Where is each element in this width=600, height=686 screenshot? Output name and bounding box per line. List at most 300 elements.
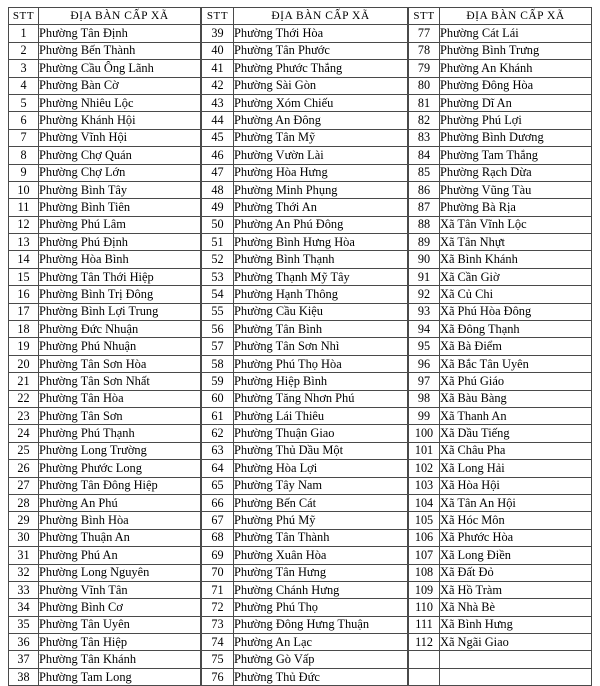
row-name-cell: Phường Chánh Hưng [234, 581, 408, 598]
row-index-cell: 51 [202, 234, 234, 251]
table-row [202, 494, 408, 511]
row-name-cell: Phường Tân Hưng [234, 564, 408, 581]
row-name-cell: Xã Hóc Môn [440, 512, 592, 529]
table-row [9, 199, 201, 216]
row-index-cell: 50 [202, 216, 234, 233]
table-row [202, 529, 408, 546]
row-name-cell: Phường An Phú Đông [234, 216, 408, 233]
row-name-cell: Phường Minh Phụng [234, 181, 408, 198]
table-row [409, 651, 592, 668]
row-name-cell: Phường Thạnh Mỹ Tây [234, 268, 408, 285]
row-index-cell: 28 [9, 494, 39, 511]
row-index-cell: 4 [9, 77, 39, 94]
table-row [409, 25, 592, 42]
row-index-cell: 22 [9, 390, 39, 407]
header-row [409, 8, 592, 25]
row-name-cell: Phường Phước Long [39, 460, 201, 477]
row-index-cell: 58 [202, 355, 234, 372]
row-index-cell: 80 [409, 77, 440, 94]
row-name-cell: Phường Tam Long [39, 668, 201, 685]
table-row [202, 42, 408, 59]
header-row [202, 8, 408, 25]
row-index-cell: 30 [9, 529, 39, 546]
row-index-cell: 43 [202, 94, 234, 111]
row-index-cell: 66 [202, 494, 234, 511]
table-row [202, 634, 408, 651]
table-row [409, 442, 592, 459]
row-name-cell: Phường Xuân Hòa [234, 547, 408, 564]
row-name-cell: Phường Sài Gòn [234, 77, 408, 94]
row-index-cell: 55 [202, 303, 234, 320]
row-name-cell: Phường Thủ Đức [234, 668, 408, 685]
row-name-cell: Phường Bình Lợi Trung [39, 303, 201, 320]
row-name-cell: Phường Phú Thạnh [39, 425, 201, 442]
row-name-cell: Xã Dầu Tiếng [440, 425, 592, 442]
row-name-cell: Phường Chợ Lớn [39, 164, 201, 181]
table-row [409, 112, 592, 129]
row-index-cell: 100 [409, 425, 440, 442]
table-row [202, 268, 408, 285]
row-name-cell: Phường Gò Vấp [234, 651, 408, 668]
row-index-cell: 20 [9, 355, 39, 372]
table-row [9, 321, 201, 338]
row-index-cell: 87 [409, 199, 440, 216]
empty-cell [409, 651, 440, 668]
header-stt-2: STT [202, 8, 234, 25]
row-name-cell: Xã Long Hải [440, 460, 592, 477]
row-index-cell: 76 [202, 668, 234, 685]
table-row [9, 668, 201, 685]
table-row [202, 390, 408, 407]
table-row [409, 581, 592, 598]
row-name-cell: Phường Tân Khánh [39, 651, 201, 668]
row-name-cell: Xã Bắc Tân Uyên [440, 355, 592, 372]
table-row [9, 216, 201, 233]
row-name-cell: Phường Phú Nhuận [39, 338, 201, 355]
row-index-cell: 44 [202, 112, 234, 129]
row-name-cell: Phường Phú An [39, 547, 201, 564]
header-row [9, 8, 201, 25]
row-index-cell: 13 [9, 234, 39, 251]
table-row [9, 651, 201, 668]
row-name-cell: Xã Thanh An [440, 407, 592, 424]
row-index-cell: 27 [9, 477, 39, 494]
xa-table-column-2 [201, 7, 408, 686]
table-row [202, 303, 408, 320]
row-name-cell: Phường Tân Bình [234, 321, 408, 338]
table-row [202, 442, 408, 459]
table-row [202, 547, 408, 564]
table-row [9, 477, 201, 494]
row-index-cell: 85 [409, 164, 440, 181]
row-index-cell: 92 [409, 286, 440, 303]
row-name-cell: Xã Long Điền [440, 547, 592, 564]
table-row [9, 164, 201, 181]
table-row [202, 564, 408, 581]
row-name-cell: Phường Bến Thành [39, 42, 201, 59]
row-index-cell: 63 [202, 442, 234, 459]
table-row [409, 129, 592, 146]
row-index-cell: 109 [409, 581, 440, 598]
table-row [202, 668, 408, 685]
table-row [9, 181, 201, 198]
table-row [409, 477, 592, 494]
row-index-cell: 12 [9, 216, 39, 233]
row-index-cell: 52 [202, 251, 234, 268]
table-row [409, 425, 592, 442]
row-index-cell: 61 [202, 407, 234, 424]
table-row [202, 60, 408, 77]
row-index-cell: 31 [9, 547, 39, 564]
row-name-cell: Phường Phú Thọ Hòa [234, 355, 408, 372]
row-name-cell: Xã Phú Hòa Đông [440, 303, 592, 320]
table-row [202, 251, 408, 268]
table-row [409, 216, 592, 233]
table-row [409, 94, 592, 111]
table-row [9, 564, 201, 581]
table-row [202, 355, 408, 372]
row-name-cell: Xã Bàu Bàng [440, 390, 592, 407]
row-index-cell: 16 [9, 286, 39, 303]
row-index-cell: 7 [9, 129, 39, 146]
row-name-cell: Xã Tân Vĩnh Lộc [440, 216, 592, 233]
row-name-cell: Phường Long Nguyên [39, 564, 201, 581]
row-index-cell: 36 [9, 634, 39, 651]
row-name-cell: Phường Lái Thiêu [234, 407, 408, 424]
table-row [202, 425, 408, 442]
row-name-cell: Phường Vũng Tàu [440, 181, 592, 198]
row-name-cell: Xã Bình Khánh [440, 251, 592, 268]
row-index-cell: 69 [202, 547, 234, 564]
table-row [9, 634, 201, 651]
table-row [9, 442, 201, 459]
row-name-cell: Phường Bình Tiên [39, 199, 201, 216]
row-index-cell: 34 [9, 599, 39, 616]
table-row [202, 216, 408, 233]
table-row [202, 477, 408, 494]
row-name-cell: Xã Hòa Hội [440, 477, 592, 494]
row-index-cell: 86 [409, 181, 440, 198]
row-name-cell: Phường Xóm Chiếu [234, 94, 408, 111]
table-row [409, 199, 592, 216]
row-index-cell: 3 [9, 60, 39, 77]
table-row [409, 616, 592, 633]
row-name-cell: Phường Tân Hiệp [39, 634, 201, 651]
table-row [9, 251, 201, 268]
row-index-cell: 15 [9, 268, 39, 285]
table-row [409, 147, 592, 164]
row-name-cell: Xã Cần Giờ [440, 268, 592, 285]
table-row [9, 599, 201, 616]
row-index-cell: 89 [409, 234, 440, 251]
table-row [409, 234, 592, 251]
row-index-cell: 67 [202, 512, 234, 529]
row-name-cell: Xã Nhà Bè [440, 599, 592, 616]
table-row [409, 634, 592, 651]
row-index-cell: 78 [409, 42, 440, 59]
table-row [409, 42, 592, 59]
row-name-cell: Phường Hiệp Bình [234, 373, 408, 390]
row-index-cell: 103 [409, 477, 440, 494]
table-row [202, 234, 408, 251]
table-row [9, 390, 201, 407]
row-name-cell: Phường Tân Hòa [39, 390, 201, 407]
row-index-cell: 35 [9, 616, 39, 633]
row-index-cell: 57 [202, 338, 234, 355]
row-index-cell: 101 [409, 442, 440, 459]
row-name-cell: Phường Phú Mỹ [234, 512, 408, 529]
row-name-cell: Phường Tân Thành [234, 529, 408, 546]
row-index-cell: 23 [9, 407, 39, 424]
table-row [202, 129, 408, 146]
table-header-1 [9, 8, 201, 25]
row-index-cell: 17 [9, 303, 39, 320]
row-index-cell: 39 [202, 25, 234, 42]
table-row [9, 94, 201, 111]
row-name-cell: Phường Vĩnh Hội [39, 129, 201, 146]
table-row [409, 77, 592, 94]
header-name-1: ĐỊA BÀN CẤP XÃ [39, 8, 201, 25]
row-name-cell: Phường Tân Sơn Nhất [39, 373, 201, 390]
table-body-2 [202, 25, 408, 686]
row-index-cell: 32 [9, 564, 39, 581]
empty-cell [440, 668, 592, 685]
row-name-cell: Xã Tân An Hội [440, 494, 592, 511]
row-index-cell: 72 [202, 599, 234, 616]
row-name-cell: Xã Phú Giáo [440, 373, 592, 390]
table-row [9, 338, 201, 355]
row-name-cell: Xã Ngãi Giao [440, 634, 592, 651]
row-name-cell: Phường Tân Thới Hiệp [39, 268, 201, 285]
table-row [409, 338, 592, 355]
row-index-cell: 10 [9, 181, 39, 198]
row-index-cell: 75 [202, 651, 234, 668]
row-index-cell: 40 [202, 42, 234, 59]
row-name-cell: Phường Vĩnh Tân [39, 581, 201, 598]
row-index-cell: 74 [202, 634, 234, 651]
table-row [409, 529, 592, 546]
header-stt-1: STT [9, 8, 39, 25]
table-row [409, 355, 592, 372]
table-row [9, 268, 201, 285]
row-name-cell: Phường Hạnh Thông [234, 286, 408, 303]
row-index-cell: 33 [9, 581, 39, 598]
row-index-cell: 98 [409, 390, 440, 407]
row-index-cell: 2 [9, 42, 39, 59]
row-index-cell: 42 [202, 77, 234, 94]
row-index-cell: 9 [9, 164, 39, 181]
row-index-cell: 56 [202, 321, 234, 338]
table-row [409, 373, 592, 390]
row-name-cell: Phường Tăng Nhơn Phú [234, 390, 408, 407]
row-name-cell: Phường Nhiêu Lộc [39, 94, 201, 111]
row-name-cell: Phường Tân Sơn Nhì [234, 338, 408, 355]
table-row [409, 407, 592, 424]
row-index-cell: 8 [9, 147, 39, 164]
row-name-cell: Xã Bà Điểm [440, 338, 592, 355]
row-name-cell: Phường Bình Dương [440, 129, 592, 146]
row-name-cell: Phường Thới Hòa [234, 25, 408, 42]
table-row [9, 494, 201, 511]
row-name-cell: Phường Phú Thọ [234, 599, 408, 616]
row-name-cell: Phường Chợ Quán [39, 147, 201, 164]
row-name-cell: Phường Bình Tây [39, 181, 201, 198]
row-name-cell: Phường Bình Thạnh [234, 251, 408, 268]
table-row [9, 129, 201, 146]
table-row [202, 147, 408, 164]
row-index-cell: 102 [409, 460, 440, 477]
table-row [202, 77, 408, 94]
row-index-cell: 108 [409, 564, 440, 581]
row-name-cell: Phường Bình Hòa [39, 512, 201, 529]
row-index-cell: 24 [9, 425, 39, 442]
row-index-cell: 94 [409, 321, 440, 338]
table-row [409, 268, 592, 285]
row-index-cell: 84 [409, 147, 440, 164]
header-stt-3: STT [409, 8, 440, 25]
row-name-cell: Phường Bình Trị Đông [39, 286, 201, 303]
table-row [9, 77, 201, 94]
row-index-cell: 48 [202, 181, 234, 198]
table-row [409, 251, 592, 268]
row-index-cell: 82 [409, 112, 440, 129]
row-name-cell: Phường Bình Trưng [440, 42, 592, 59]
row-name-cell: Phường Long Trường [39, 442, 201, 459]
row-index-cell: 29 [9, 512, 39, 529]
table-row [202, 199, 408, 216]
row-name-cell: Xã Châu Pha [440, 442, 592, 459]
row-index-cell: 45 [202, 129, 234, 146]
row-name-cell: Phường Tân Phước [234, 42, 408, 59]
empty-cell [409, 668, 440, 685]
row-name-cell: Phường Thới An [234, 199, 408, 216]
row-index-cell: 18 [9, 321, 39, 338]
row-index-cell: 105 [409, 512, 440, 529]
row-name-cell: Phường Khánh Hội [39, 112, 201, 129]
row-name-cell: Phường Thủ Dầu Một [234, 442, 408, 459]
table-row [409, 599, 592, 616]
table-row [202, 616, 408, 633]
row-name-cell: Phường Đức Nhuận [39, 321, 201, 338]
row-index-cell: 93 [409, 303, 440, 320]
row-name-cell: Xã Bình Hưng [440, 616, 592, 633]
row-index-cell: 26 [9, 460, 39, 477]
row-index-cell: 107 [409, 547, 440, 564]
row-index-cell: 19 [9, 338, 39, 355]
table-row [409, 494, 592, 511]
xa-table-column-3 [408, 7, 592, 686]
table-row [202, 286, 408, 303]
row-name-cell: Phường Phú Lâm [39, 216, 201, 233]
row-name-cell: Phường Rạch Dừa [440, 164, 592, 181]
row-index-cell: 68 [202, 529, 234, 546]
row-index-cell: 71 [202, 581, 234, 598]
row-index-cell: 83 [409, 129, 440, 146]
row-index-cell: 88 [409, 216, 440, 233]
row-index-cell: 90 [409, 251, 440, 268]
row-name-cell: Phường Tân Sơn [39, 407, 201, 424]
row-name-cell: Xã Củ Chi [440, 286, 592, 303]
table-row [409, 547, 592, 564]
table-row [9, 616, 201, 633]
row-index-cell: 96 [409, 355, 440, 372]
row-name-cell: Phường Đông Hưng Thuận [234, 616, 408, 633]
table-row [409, 321, 592, 338]
table-row [9, 460, 201, 477]
row-name-cell: Phường Hòa Bình [39, 251, 201, 268]
table-row [9, 25, 201, 42]
table-row [409, 668, 592, 685]
table-row [9, 512, 201, 529]
table-body-3 [409, 25, 592, 686]
row-name-cell: Phường Hòa Hưng [234, 164, 408, 181]
table-row [409, 60, 592, 77]
row-name-cell: Phường Bến Cát [234, 494, 408, 511]
header-name-2: ĐỊA BÀN CẤP XÃ [234, 8, 408, 25]
row-name-cell: Phường Tân Mỹ [234, 129, 408, 146]
table-row [9, 234, 201, 251]
row-index-cell: 11 [9, 199, 39, 216]
row-name-cell: Phường Tân Đông Hiệp [39, 477, 201, 494]
row-index-cell: 47 [202, 164, 234, 181]
xa-table-container [8, 7, 592, 686]
row-name-cell: Phường Cầu Kiệu [234, 303, 408, 320]
table-row [9, 373, 201, 390]
row-index-cell: 37 [9, 651, 39, 668]
table-row [9, 286, 201, 303]
table-row [202, 373, 408, 390]
table-row [202, 599, 408, 616]
table-row [202, 321, 408, 338]
row-index-cell: 73 [202, 616, 234, 633]
row-name-cell: Phường Thuận Giao [234, 425, 408, 442]
table-row [409, 390, 592, 407]
row-name-cell: Xã Hồ Tràm [440, 581, 592, 598]
table-row [202, 181, 408, 198]
table-row [409, 181, 592, 198]
row-index-cell: 6 [9, 112, 39, 129]
row-name-cell: Phường Bình Cơ [39, 599, 201, 616]
row-name-cell: Phường Dĩ An [440, 94, 592, 111]
header-name-3: ĐỊA BÀN CẤP XÃ [440, 8, 592, 25]
row-index-cell: 1 [9, 25, 39, 42]
row-index-cell: 99 [409, 407, 440, 424]
table-row [202, 25, 408, 42]
table-row [202, 338, 408, 355]
row-name-cell: Phường Cầu Ông Lãnh [39, 60, 201, 77]
row-name-cell: Phường Bà Rịa [440, 199, 592, 216]
row-name-cell: Xã Đông Thạnh [440, 321, 592, 338]
table-row [202, 94, 408, 111]
row-index-cell: 95 [409, 338, 440, 355]
table-row [202, 460, 408, 477]
row-index-cell: 81 [409, 94, 440, 111]
row-index-cell: 5 [9, 94, 39, 111]
row-index-cell: 60 [202, 390, 234, 407]
table-row [202, 581, 408, 598]
table-row [409, 303, 592, 320]
row-name-cell: Phường Thuận An [39, 529, 201, 546]
row-index-cell: 106 [409, 529, 440, 546]
table-row [202, 651, 408, 668]
row-index-cell: 41 [202, 60, 234, 77]
table-row [9, 547, 201, 564]
row-index-cell: 14 [9, 251, 39, 268]
table-row [9, 425, 201, 442]
row-index-cell: 112 [409, 634, 440, 651]
table-row [409, 512, 592, 529]
table-header-2 [202, 8, 408, 25]
